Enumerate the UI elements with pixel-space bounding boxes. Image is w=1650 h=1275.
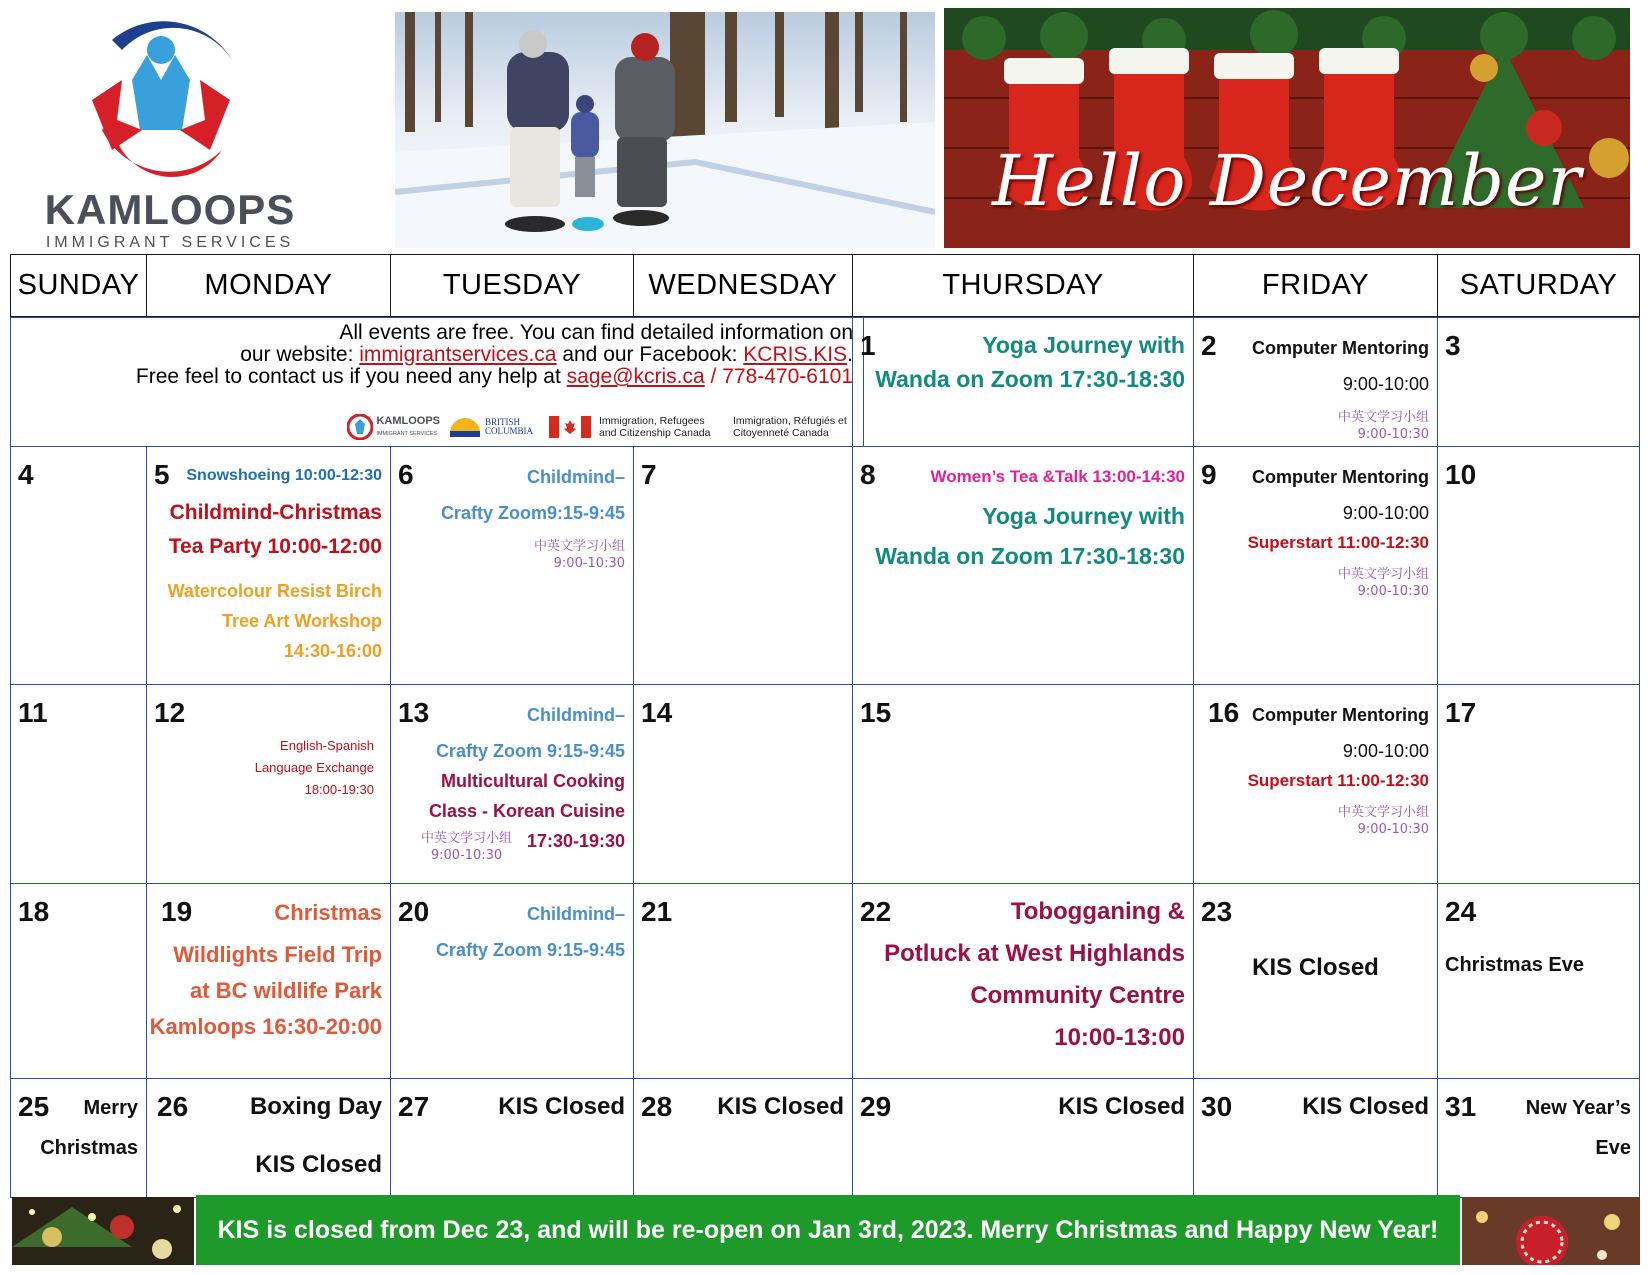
event-childmind: Childmind– [527,904,625,924]
kamloops-mini-icon [347,414,373,440]
winter-family-photo [395,12,935,248]
day-cell-30 [1193,1078,1438,1198]
weekday-tuesday: TUESDAY [390,254,634,317]
kamloops-logo [30,8,310,251]
event-time: 9:00-10:00 [1342,741,1429,761]
event-crafty-zoom: Crafty Zoom 9:15-9:45 [435,741,625,761]
day-cell-31 [1437,1078,1640,1198]
event-community-centre: Community Centre [970,982,1185,1009]
day-number: 25 [18,1091,50,1122]
event-superstart: Superstart 11:00-12:30 [1247,771,1429,790]
day-cell-22 [852,883,1194,1079]
event-computer-mentoring: Computer Mentoring [1252,467,1429,487]
event-wildlife-park: at BC wildlife Park [190,978,382,1003]
merry-christmas-label: Merry [83,1097,138,1119]
logo-subtitle: IMMIGRANT SERVICES [45,234,295,251]
day-cell-18 [10,883,147,1079]
day-number: 17 [1445,697,1477,728]
day-number: 7 [641,459,657,490]
kis-closed-label: KIS Closed [717,1093,844,1120]
day-cell-14 [633,684,853,884]
weekday-monday: MONDAY [146,254,391,317]
day-number: 13 [398,697,430,728]
event-language-exchange-time: 18:00-19:30 [304,782,374,797]
info-box [10,317,864,447]
partner-logos [347,412,853,442]
logo-wordmark: KAMLOOPS [44,186,296,233]
kis-closed-label: KIS Closed [1302,1093,1429,1120]
day-number: 26 [157,1091,189,1122]
ircc-english: Immigration, Refugees and Citizenship Canada [599,414,711,439]
footer-ornament-left [12,1197,194,1265]
event-yoga-time: Wanda on Zoom 17:30-18:30 [875,543,1185,569]
day-number: 10 [1445,459,1477,490]
day-cell-7 [633,446,853,685]
kis-closed-label: KIS Closed [255,1151,382,1178]
event-tobogganing-time: 10:00-13:00 [1054,1024,1185,1051]
day-cell-12 [146,684,391,884]
day-number: 6 [398,459,414,490]
day-cell-9 [1193,446,1438,685]
day-number: 1 [860,330,876,361]
event-cooking-time: 17:30-19:30 [526,831,625,851]
event-time: 9:00-10:00 [1342,374,1429,394]
day-number: 20 [398,896,430,927]
event-tobogganing: Tobogganing & [1010,898,1185,925]
bc-sun-icon [448,415,482,439]
day-cell-6 [390,446,634,685]
event-crafty-zoom: Crafty Zoom9:15-9:45 [440,503,625,523]
day-number: 3 [1445,330,1461,361]
day-number: 9 [1201,459,1217,490]
event-language-exchange-2: Language Exchange [254,760,374,775]
day-cell-8 [852,446,1194,685]
weekday-wednesday: WEDNESDAY [633,254,853,317]
canada-flag-icon [549,416,591,438]
day-number: 30 [1201,1091,1233,1122]
day-cell-20 [390,883,634,1079]
day-number: 14 [641,697,673,728]
event-tea-party: Tea Party 10:00-12:00 [168,535,382,558]
day-number: 18 [18,896,50,927]
event-yoga: Yoga Journey with [982,332,1185,358]
day-number: 2 [1201,330,1217,361]
day-number: 5 [154,459,170,490]
day-cell-2 [1193,317,1438,447]
day-cell-4 [10,446,147,685]
day-number: 31 [1445,1091,1477,1122]
day-cell-25 [10,1078,147,1198]
day-number: 4 [18,459,34,490]
event-computer-mentoring: Computer Mentoring [1252,338,1429,358]
christmas-eve-label: Christmas Eve [1445,954,1584,976]
day-cell-21 [633,883,853,1079]
event-language-exchange: English-Spanish [280,738,374,753]
ircc-french: Immigration, Réfugiés et Citoyenneté Canada [733,414,847,439]
bc-logo: BRITISH COLUMBIA [448,415,541,439]
day-cell-15 [852,684,1194,884]
info-line-2: our website: immigrantservices.ca and our Facebook: KCRIS.KIS. [240,343,853,367]
footer-closure-notice: KIS is closed from Dec 23, and will be re-open on Jan 3rd, 2023. Merry Christmas and Happy New Year! [196,1195,1460,1265]
day-number: 8 [860,459,876,490]
boxing-day-label: Boxing Day [249,1093,382,1120]
event-computer-mentoring: Computer Mentoring [1252,705,1429,725]
weekday-friday: FRIDAY [1193,254,1438,317]
footer-ornament-right [1462,1197,1640,1265]
event-art-workshop-time: 14:30-16:00 [283,641,382,661]
day-cell-24 [1437,883,1640,1079]
hello-december-title: Hello December [992,140,1582,222]
day-cell-28 [633,1078,853,1198]
event-wildlights: Wildlights Field Trip [173,942,382,967]
kis-closed-label: KIS Closed [1058,1093,1185,1120]
chinese-study-group: 中英文学习小组 9:00-10:30 [533,539,625,571]
day-cell-11 [10,684,147,884]
kis-closed-label: KIS Closed [498,1093,625,1120]
day-number: 19 [161,896,193,927]
new-years-eve-label: New Year’s [1525,1097,1631,1119]
day-number: 11 [18,697,48,728]
day-cell-23 [1193,883,1438,1079]
event-childmind: Childmind– [527,467,625,487]
day-number: 16 [1208,697,1240,728]
info-line-1: All events are free. You can find detailed information on [339,321,853,344]
event-childmind-christmas: Childmind-Christmas [169,501,382,524]
event-crafty-zoom: Crafty Zoom 9:15-9:45 [435,940,625,960]
day-cell-3 [1437,317,1640,447]
day-cell-19 [146,883,391,1079]
event-art-workshop: Tree Art Workshop [221,611,382,631]
info-text [136,322,853,388]
day-number: 12 [154,697,186,728]
day-number: 15 [860,697,892,728]
facebook-link[interactable]: KCRIS.KIS [743,343,848,367]
info-line-3: Free feel to contact us if you need any help at sage@kcris.ca / 778-470-6101 [135,365,853,389]
kamloops-mini-logo: KAMLOOPS IMMIGRANT SERVICES [347,414,440,440]
new-years-eve-label-2: Eve [1595,1137,1631,1159]
day-cell-1 [852,317,1194,447]
event-watercolour: Watercolour Resist Birch [167,581,382,601]
kamloops-logo-mark-icon [72,10,250,182]
event-trip-time: Kamloops 16:30-20:00 [149,1014,382,1039]
calendar-grid [10,254,1640,1198]
event-korean-cuisine: Class - Korean Cuisine [428,801,625,821]
event-potluck: Potluck at West Highlands [884,940,1185,967]
merry-christmas-label-2: Christmas [40,1137,138,1159]
chinese-study-group: 中英文学习小组 9:00-10:30 [1337,410,1429,442]
christmas-stockings-photo [944,8,1630,248]
event-yoga-time: Wanda on Zoom 17:30-18:30 [875,366,1185,392]
day-number: 27 [398,1091,430,1122]
kis-closed-label: KIS Closed [1252,954,1379,981]
event-childmind: Childmind– [527,705,625,725]
event-womens-tea: Women’s Tea &Talk 13:00-14:30 [930,467,1185,486]
day-cell-17 [1437,684,1640,884]
day-cell-27 [390,1078,634,1198]
weekday-sunday: SUNDAY [10,254,147,317]
event-time: 9:00-10:00 [1342,503,1429,523]
day-number: 21 [641,896,673,927]
event-cooking-class: Multicultural Cooking [441,771,625,791]
weekday-saturday: SATURDAY [1437,254,1640,317]
event-christmas-trip: Christmas [274,900,382,925]
event-superstart: Superstart 11:00-12:30 [1247,533,1429,552]
day-cell-29 [852,1078,1194,1198]
day-number: 28 [641,1091,673,1122]
day-number: 29 [860,1091,892,1122]
website-link[interactable]: immigrantservices.ca [359,343,557,367]
weekday-thursday: THURSDAY [852,254,1194,317]
chinese-study-group: 中英文学习小组 9:00-10:30 [1337,567,1429,599]
day-cell-5 [146,446,391,685]
day-cell-10 [1437,446,1640,685]
day-cell-26 [146,1078,391,1198]
day-number: 24 [1445,896,1477,927]
event-snowshoeing: Snowshoeing 10:00-12:30 [186,467,382,484]
day-number: 23 [1201,896,1233,927]
day-cell-16 [1193,684,1438,884]
day-number: 22 [860,896,892,927]
email-link[interactable]: sage@kcris.ca [566,365,705,389]
day-cell-13 [390,684,634,884]
event-yoga: Yoga Journey with [982,503,1185,529]
phone-number: / 778-470-6101 [704,365,853,389]
chinese-study-group: 中英文学习小组 9:00-10:30 [1337,805,1429,837]
chinese-study-group: 中英文学习小组 9:00-10:30 [421,831,513,863]
